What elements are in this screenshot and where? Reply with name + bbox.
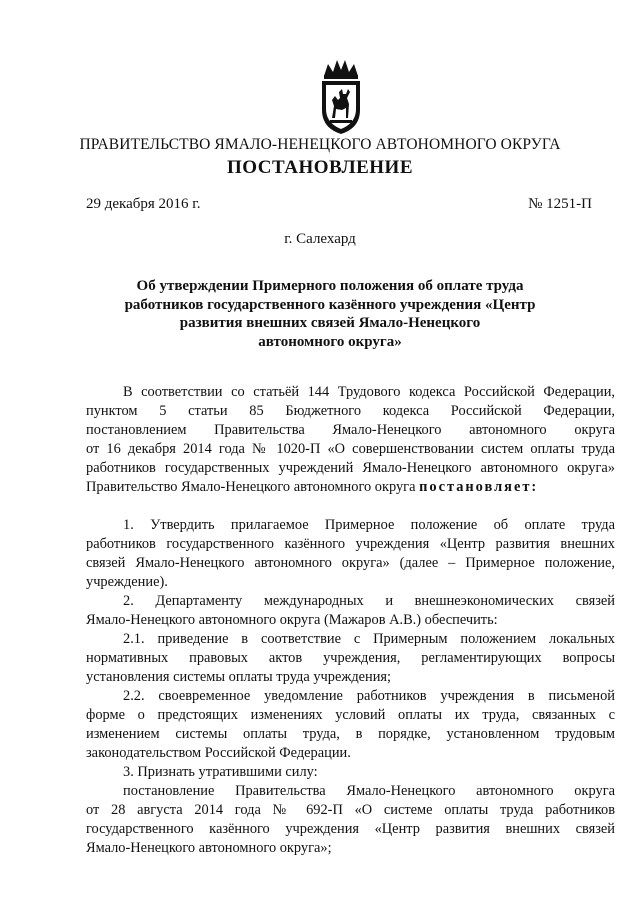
item-2-2-line: законодательством Российской Федерации. — [86, 745, 351, 761]
item-2-2-line: изменением системы оплаты труда, в порядке, установленном трудовым — [86, 726, 615, 742]
city: г. Салехард — [284, 231, 356, 247]
coat-of-arms-icon — [318, 58, 364, 136]
preamble-line: В соответствии со статьёй 144 Трудового кодекса Российской Федерации, — [123, 384, 615, 400]
document-date: 29 декабря 2016 г. — [86, 196, 201, 212]
preamble-line — [86, 478, 615, 497]
title-line: Об утверждении Примерного положения об оплате труда — [136, 278, 524, 294]
item-1-line: связей Ямало-Ненецкого автономного округа» (далее – Примерное положение, — [86, 555, 615, 571]
item-2-2-line: форме о предстоящих изменениях условий оплаты их труда, связанных с — [86, 707, 615, 723]
item-3-line: 3. Признать утратившими силу: — [123, 764, 318, 780]
document-type: ПОСТАНОВЛЕНИЕ — [226, 157, 414, 178]
title-line: развития внешних связей Ямало-Ненецкого — [179, 315, 481, 331]
item-2-1-line: нормативных правовых актов учреждения, регламентирующих вопросы — [86, 650, 615, 666]
item-1-line: работников государственного казённого учреждения «Центр развития внешних — [86, 536, 615, 552]
title-line: автономного округа» — [258, 333, 402, 350]
preamble-text: Правительство Ямало-Ненецкого автономного округа — [86, 479, 416, 495]
item-2-1-line: 2.1. приведение в соответствие с Примерным положением локальных — [123, 631, 615, 647]
item-3-a-line: постановление Правительства Ямало-Ненецкого автономного округа — [123, 783, 615, 799]
item-2-line: Ямало-Ненецкого автономного округа (Мажаров А.В.) обеспечить: — [86, 612, 498, 628]
document-number: № 1251-П — [528, 196, 592, 212]
government-name: ПРАВИТЕЛЬСТВО ЯМАЛО-НЕНЕЦКОГО АВТОНОМНОГО ОКРУГА — [79, 136, 561, 153]
title-line: работников государственного казённого учреждения «Центр — [124, 296, 536, 313]
preamble-line: работников государственных учреждений Ямало-Ненецкого автономного округа» — [86, 460, 615, 476]
item-3-a-line: государственного казённого учреждения «Центр развития внешних связей — [86, 821, 615, 837]
resolves-word: постановляет: — [419, 479, 539, 495]
item-2-2-line: 2.2. своевременное уведомление работников учреждения в письменой — [123, 688, 615, 704]
preamble-line: постановлением Правительства Ямало-Ненецкого автономного округа — [86, 422, 615, 438]
item-1-line: учреждение). — [86, 574, 168, 590]
document-body — [86, 383, 615, 858]
preamble-line: пунктом 5 статьи 85 Бюджетного кодекса Российской Федерации, — [86, 403, 615, 419]
item-3-a-line: от 28 августа 2014 года № 692-П «О системе оплаты труда работников — [86, 802, 615, 818]
item-2-line: 2. Департаменту международных и внешнеэкономических связей — [123, 593, 615, 609]
item-3-a-line: Ямало-Ненецкого автономного округа»; — [86, 840, 332, 856]
item-2-1-line: установления системы оплаты труда учреждения; — [86, 669, 392, 685]
document-title — [110, 277, 550, 351]
preamble-line: от 16 декабря 2014 года № 1020-П «О совершенствовании систем оплаты труда — [86, 441, 615, 457]
item-1-line: 1. Утвердить прилагаемое Примерное положение об оплате труда — [123, 517, 615, 533]
